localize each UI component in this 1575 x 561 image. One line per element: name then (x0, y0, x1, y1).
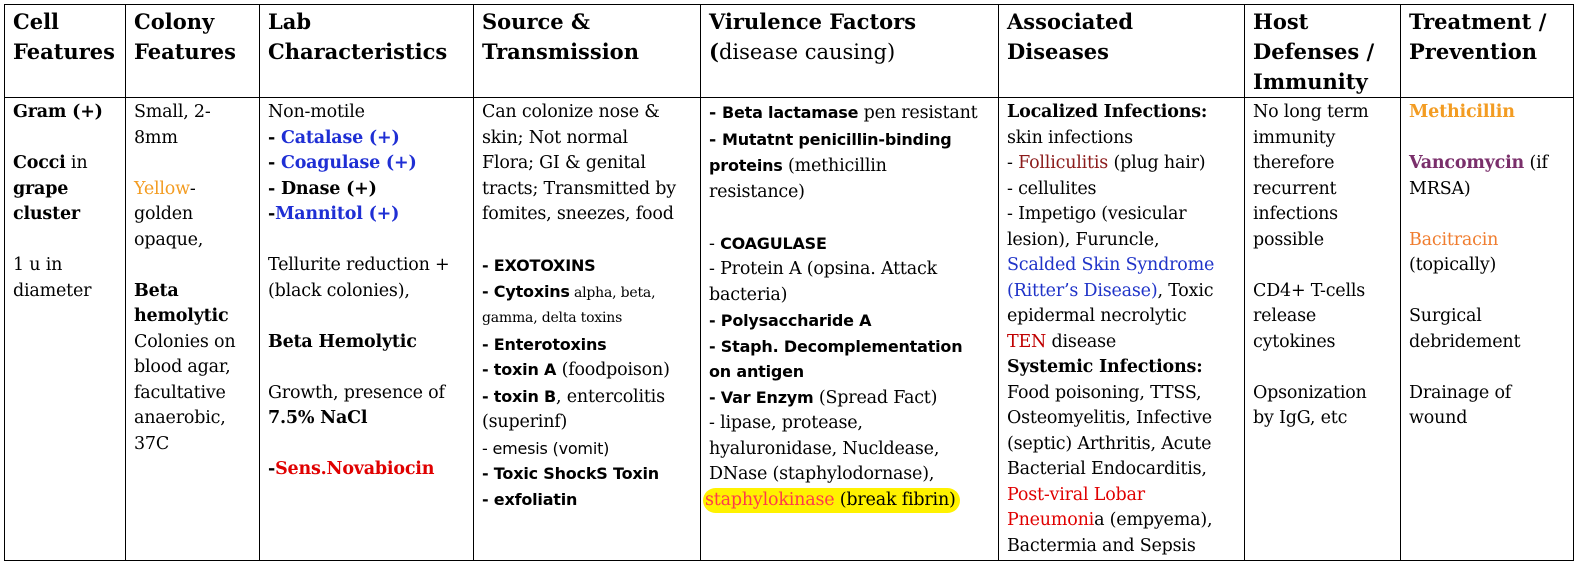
folliculitis-desc: (plug hair) (1108, 153, 1206, 173)
header-row (5, 5, 1574, 98)
header-text: Prevention (1409, 39, 1537, 64)
header-lab-characteristics (260, 5, 474, 98)
dash: - (709, 103, 722, 123)
vancomycin-label: Vancomycin (1409, 153, 1525, 173)
break-fibrin-desc: (break fibrin) (834, 489, 956, 510)
var-enzym-desc: (Spread Fact) (813, 387, 938, 408)
var-enzym-label: - Var Enzym (709, 387, 814, 407)
treatment-text: debridement (1409, 331, 1521, 352)
polysaccharide-label: - Polysaccharide A (709, 311, 872, 330)
beta-lactamase-label: Beta lactamase (721, 103, 859, 122)
header-host-defenses (1245, 5, 1401, 98)
header-text: Associated (1007, 9, 1134, 34)
beta-lactamase-desc: pen resistant (858, 103, 978, 123)
treatment-text: (topically) (1409, 255, 1497, 275)
header-text: Transmission (482, 39, 639, 64)
header-virulence-factors (701, 5, 999, 98)
yellow-label: Yellow (134, 178, 190, 199)
growth-text: Growth, presence of (268, 382, 445, 403)
dnase-test: - Dnase (+) (268, 178, 377, 199)
cluster-label: cluster (13, 204, 80, 224)
cytoxins-label: - Cytoxins (482, 281, 570, 301)
emesis-text: - emesis (vomit) (482, 438, 610, 458)
defense-text: Opsonization (1253, 382, 1367, 403)
cocci-in: in (65, 153, 88, 173)
header-text: Defenses / (1253, 39, 1375, 64)
host-defenses-cell (1245, 98, 1401, 561)
toxin-b-label: - toxin B (482, 386, 557, 406)
defense-text: by IgG, etc (1253, 408, 1348, 428)
defense-text: infections (1253, 204, 1338, 224)
dash: - (709, 233, 721, 254)
protein-a-text: - Protein A (opsina. Attack (709, 259, 937, 279)
bacitracin-label: Bacitracin (1409, 229, 1499, 250)
nacl-label: 7.5% NaCl (268, 408, 368, 428)
colony-text: facultative (134, 382, 226, 403)
gram-stain: Gram (+) (13, 102, 103, 122)
source-text: Can colonize nose & (482, 102, 660, 122)
beta-hemolytic-label: Beta Hemolytic (268, 331, 417, 352)
methicillin-label: Methicillin (1409, 102, 1515, 122)
highlighted-staphylokinase (703, 488, 960, 513)
header-text: Virulence Factors (709, 9, 917, 34)
source-transmission-cell (474, 98, 701, 561)
tellurite-text: Tellurite reduction + (268, 255, 450, 275)
defense-text: No long term (1253, 102, 1369, 122)
disease-text: Bactermia and Sepsis (1007, 535, 1196, 556)
colony-opacity: opaque, (134, 229, 204, 250)
exfoliatin-label: - exfoliatin (482, 489, 578, 509)
mannitol-dash: - (268, 204, 276, 224)
postviral-label: Post-viral Lobar (1007, 484, 1145, 505)
disease-text: Bacterial Endocarditis, (1007, 459, 1207, 479)
tellurite-text: (black colonies), (268, 280, 410, 301)
beta-label: Beta (134, 280, 179, 301)
cytoxins-types: gamma, delta toxins (482, 310, 623, 326)
grape-label: grape (13, 178, 69, 199)
colony-size: 8mm (134, 127, 178, 148)
header-text: ( (709, 39, 719, 64)
source-text: fomites, sneezes, food (482, 204, 674, 224)
toxin-b-desc: , entercolitis (556, 386, 665, 407)
coagulase-label: COAGULASE (720, 233, 827, 253)
sens-dash: - (268, 459, 276, 479)
pbp-label: proteins (709, 156, 783, 175)
source-text: skin; Not normal (482, 127, 628, 148)
treatment-text: Drainage of (1409, 382, 1512, 403)
colony-color: golden (134, 204, 193, 224)
defense-text: immunity (1253, 127, 1336, 148)
header-text: Cell (13, 9, 60, 34)
ritter-label: (Ritter’s Disease) (1007, 280, 1158, 301)
disease-text: - Impetigo (vesicular (1007, 204, 1187, 224)
source-text: tracts; Transmitted by (482, 178, 676, 199)
colony-text: blood agar, (134, 357, 231, 377)
cytoxins-types: alpha, beta, (569, 284, 656, 301)
staphylokinase-label: staphylokinase (705, 489, 835, 510)
localized-heading: Localized Infections: (1007, 102, 1208, 122)
cocci-label: Cocci (13, 153, 66, 173)
header-text: Diseases (1007, 39, 1109, 64)
defense-text: recurrent (1253, 178, 1337, 199)
defense-text: cytokines (1253, 331, 1336, 352)
toxin-a-label: - toxin A (482, 360, 557, 379)
dash: - (1007, 153, 1019, 173)
treatment-text: (if (1524, 153, 1548, 173)
header-text: Immunity (1253, 69, 1368, 94)
motility: Non-motile (268, 102, 365, 122)
content-row (5, 98, 1574, 561)
scalded-skin-label: Scalded Skin Syndrome (1007, 255, 1215, 275)
header-text: Features (13, 39, 115, 64)
header-cell-features (5, 5, 126, 98)
folliculitis-label: Folliculitis (1018, 153, 1109, 173)
cell-size: 1 u in (13, 255, 63, 275)
dash: - (709, 129, 722, 150)
pneumonia-label: Pneumoni (1007, 510, 1095, 530)
associated-diseases-cell (999, 98, 1245, 561)
header-text: Treatment / (1409, 9, 1547, 34)
staphylococcus-reference-table (4, 4, 1574, 561)
header-text: Source & (482, 9, 590, 34)
disease-text: - cellulites (1007, 178, 1097, 199)
mannitol-test: Mannitol (+) (275, 204, 400, 224)
colony-text: anaerobic, (134, 408, 226, 428)
decomplementation-label: on antigen (709, 362, 804, 381)
toxic-shock-label: - Toxic ShockS Toxin (482, 464, 659, 483)
header-text: Colony (134, 9, 215, 34)
colony-temp: 37C (134, 433, 170, 454)
hemolytic-label: hemolytic (134, 306, 229, 326)
treatment-text: Surgical (1409, 306, 1482, 326)
defense-text: CD4+ T-cells (1253, 280, 1366, 301)
header-text: Host (1253, 9, 1309, 34)
toxin-b-desc: (superinf) (482, 412, 568, 432)
header-text: Features (134, 39, 236, 64)
defense-text: therefore (1253, 153, 1335, 173)
source-text: Flora; GI & genital (482, 153, 646, 173)
toxin-a-desc: (foodpoison) (556, 360, 670, 380)
colony-size: Small, 2- (134, 102, 211, 122)
catalase-test: Catalase (+) (280, 127, 400, 148)
disease-text: (septic) Arthritis, Acute (1007, 433, 1212, 454)
defense-text: release (1253, 306, 1317, 326)
disease-text: a (empyema), (1094, 510, 1213, 530)
treatment-text: wound (1409, 408, 1468, 428)
yellow-dash: - (189, 178, 196, 199)
enzymes-text: - lipase, protease, (709, 413, 863, 433)
disease-text: Food poisoning, TTSS, (1007, 382, 1202, 403)
defense-text: possible (1253, 229, 1324, 250)
colony-text: Colonies on (134, 331, 236, 352)
treatment-cell (1401, 98, 1574, 561)
enzymes-text: hyaluronidase, Nucldease, (709, 438, 940, 459)
disease-text: , Toxic (1157, 280, 1214, 301)
disease-text: lesion), Furuncle, (1007, 229, 1160, 250)
exotoxins-label: - EXOTOXINS (482, 256, 596, 275)
colony-features-cell (126, 98, 260, 561)
header-treatment (1401, 5, 1574, 98)
pbp-label: Mutatnt penicillin-binding (721, 129, 952, 149)
disease-text: disease (1046, 331, 1117, 352)
catalase-dash: - (268, 127, 281, 148)
decomplementation-label: - Staph. Decomplementation (709, 336, 963, 356)
disease-text: Osteomyelitis, Infective (1007, 408, 1212, 428)
disease-text: skin infections (1007, 127, 1133, 148)
pbp-desc: (methicillin (782, 156, 887, 176)
coagulase-dash: - (268, 153, 281, 173)
cell-features-cell (5, 98, 126, 561)
header-subtext: disease causing) (718, 40, 896, 64)
novobiocin-sensitivity: Sens.Novabiocin (275, 459, 435, 479)
protein-a-text: bacteria) (709, 284, 788, 305)
ten-label: TEN (1007, 331, 1047, 352)
disease-text: epidermal necrolytic (1007, 306, 1187, 326)
header-text: Lab (268, 9, 312, 34)
systemic-heading: Systemic Infections: (1007, 357, 1203, 377)
virulence-factors-cell (701, 98, 999, 561)
treatment-text: MRSA) (1409, 178, 1471, 199)
cell-size: diameter (13, 280, 92, 301)
enterotoxins-label: - Enterotoxins (482, 334, 607, 354)
coagulase-test: Coagulase (+) (280, 153, 417, 173)
header-associated-diseases (999, 5, 1245, 98)
header-source-transmission (474, 5, 701, 98)
enzymes-text: DNase (staphylodornase), (709, 464, 935, 484)
header-text: Characteristics (268, 39, 448, 64)
lab-characteristics-cell (260, 98, 474, 561)
header-colony-features (126, 5, 260, 98)
pbp-desc: resistance) (709, 181, 805, 202)
